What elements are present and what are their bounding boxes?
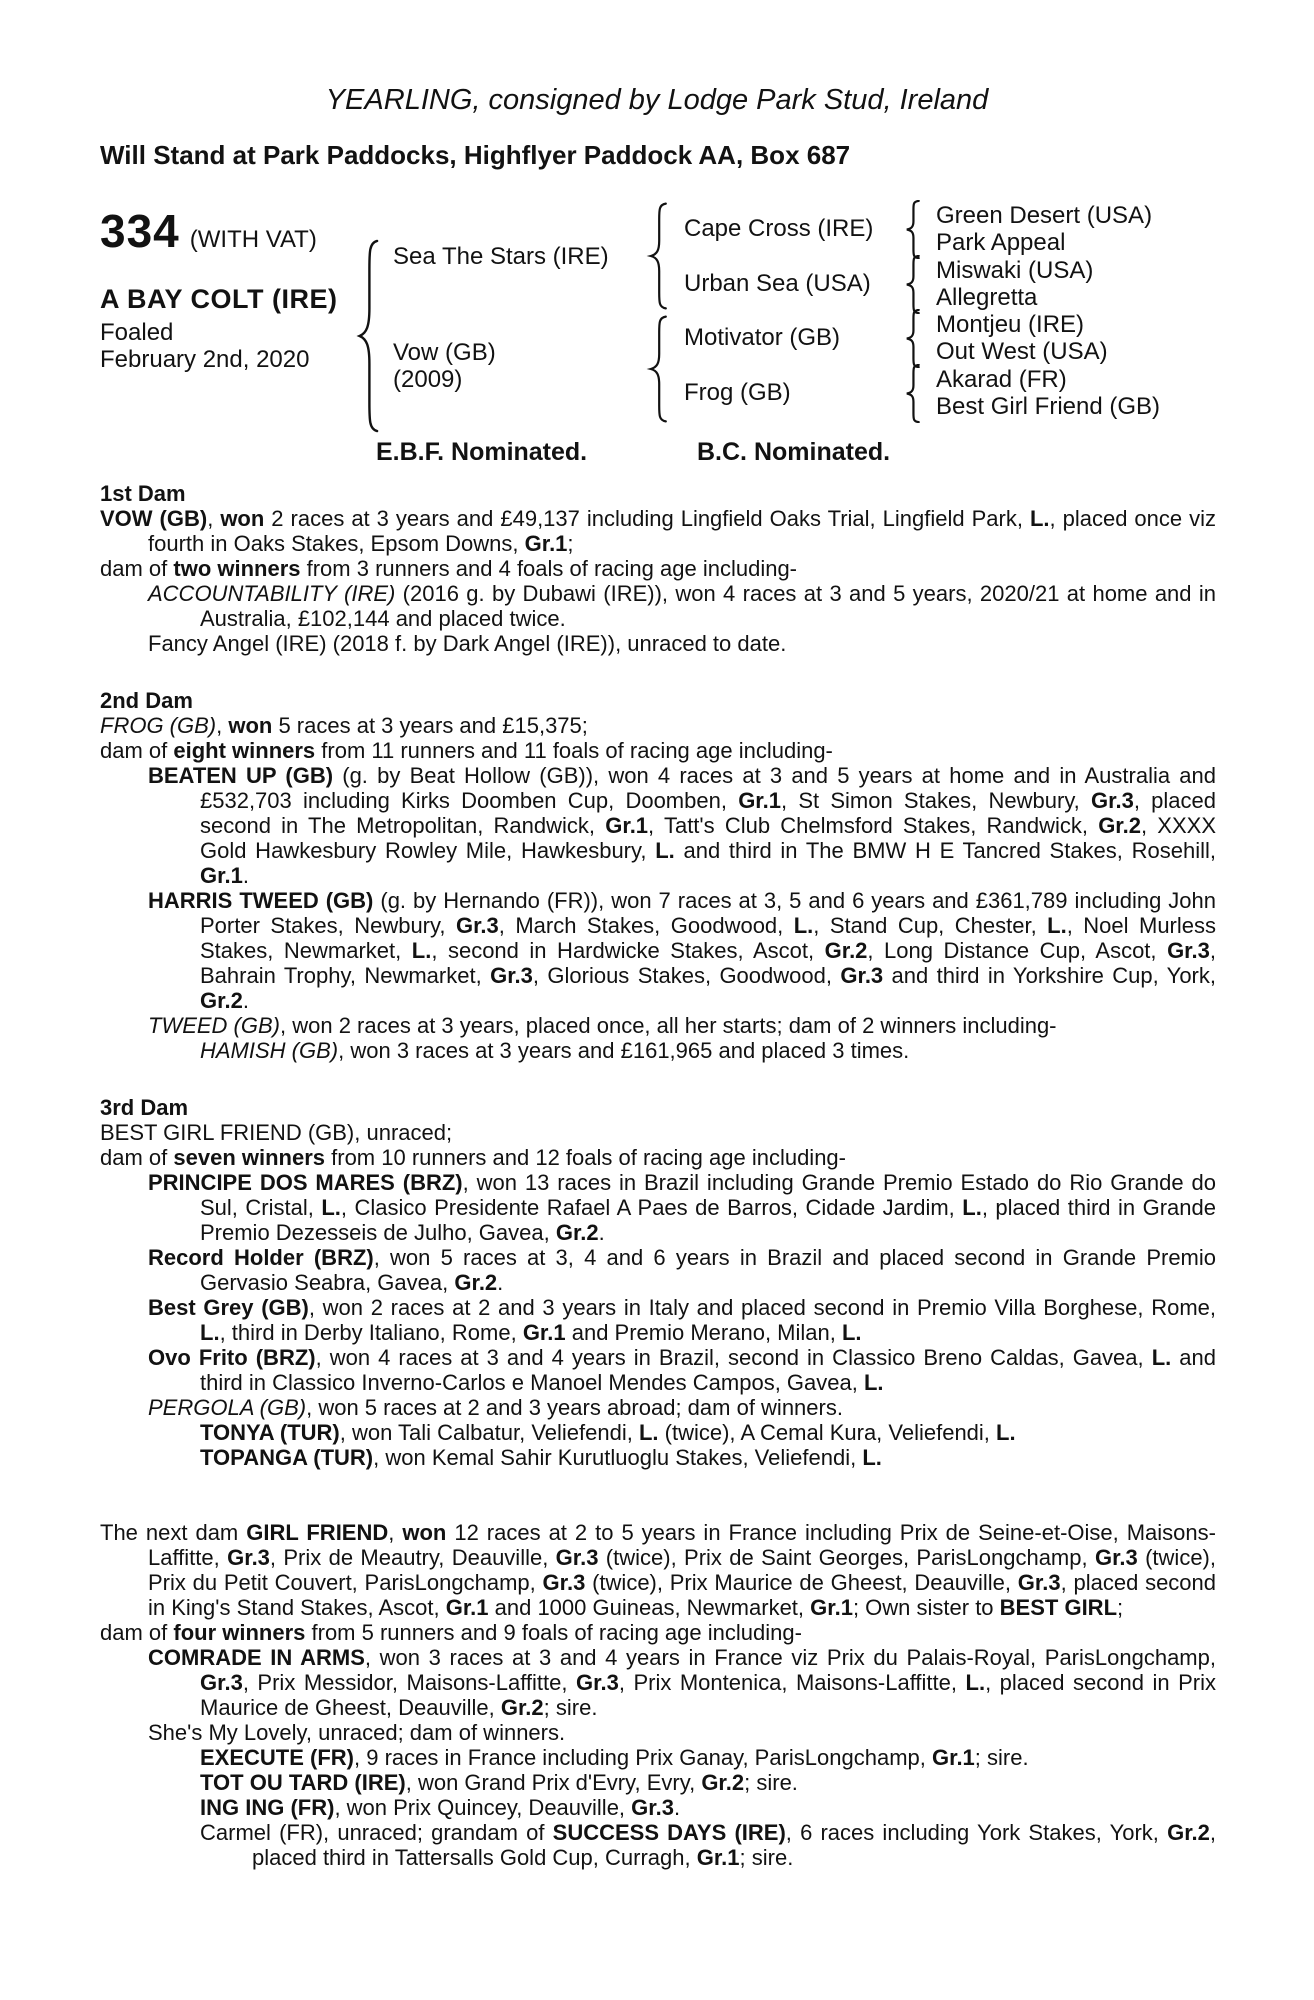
text-run: , second in Hardwicke Stakes, Ascot, (431, 938, 825, 963)
pedigree-gen3-6: Akarad (FR) (936, 366, 1067, 393)
pedigree-paragraph (100, 506, 1216, 556)
text-run: Gr.1 (522, 1320, 566, 1345)
text-run: and third in The BMW H E Tancred Stakes, Rosehill, (674, 838, 1216, 863)
text-run: FROG (GB) (100, 713, 217, 738)
horse-name: A BAY COLT (IRE) (100, 284, 338, 314)
text-run: , won Prix Quincey, Deauville, (334, 1795, 632, 1820)
text-run: seven winners (173, 1145, 326, 1170)
text-run: L. (793, 913, 814, 938)
text-run: L. (863, 1370, 884, 1395)
text-run: Gr.1 (445, 1595, 489, 1620)
text-run: ; (1117, 1595, 1124, 1620)
ebf-nomination: E.B.F. Nominated. (376, 438, 588, 466)
text-run: ; Own sister to (852, 1595, 1000, 1620)
pedigree-paragraph (100, 1120, 1216, 1145)
text-run: dam of (100, 1145, 174, 1170)
text-run: L. (965, 1670, 986, 1695)
text-run: dam of (100, 738, 174, 763)
text-run: won (220, 506, 265, 531)
text-run: Gr.1 (605, 813, 649, 838)
pedigree-sire: Sea The Stars (IRE) (393, 243, 609, 270)
dam-section-1 (100, 481, 1216, 656)
text-run: Gr.3 (1091, 788, 1134, 813)
vat-note: (WITH VAT) (189, 226, 317, 253)
text-run: , Noel Murless Stakes, Newmarket, (200, 913, 1217, 963)
text-run: , won Tali Calbatur, Veliefendi, (339, 1420, 639, 1445)
text-run: won (228, 713, 273, 738)
text-run: TOT OU TARD (IRE) (200, 1770, 406, 1795)
pedigree-gen3-7: Best Girl Friend (GB) (936, 393, 1161, 420)
pedigree-gen3-3: Allegretta (936, 284, 1038, 311)
pedigree-brace-gen1 (354, 238, 382, 434)
text-run: Gr.3 (227, 1545, 270, 1570)
text-run: . (242, 863, 249, 888)
text-run: , March Stakes, Goodwood, (498, 913, 794, 938)
dam-heading: 1st Dam (100, 481, 186, 506)
text-run: , Prix Montenica, Maisons-Laffitte, (618, 1670, 966, 1695)
text-run: dam of (100, 1620, 174, 1645)
text-run: Gr.1 (738, 788, 781, 813)
text-run: L. (655, 838, 675, 863)
text-run: , Prix de Meautry, Deauville, (269, 1545, 556, 1570)
text-run: PERGOLA (GB) (148, 1395, 307, 1420)
text-run: (g. by Beat Hollow (GB)), won 4 races at 3 and 5 years at home and in Australia and £532,703 including Kirks Doomben Cup, Doomben, (200, 763, 1216, 813)
pedigree-text (100, 481, 1216, 1870)
text-run: (twice), Prix de Saint Georges, ParisLongchamp, (598, 1545, 1095, 1570)
text-run: TOPANGA (TUR) (200, 1445, 374, 1470)
pedigree-paragraph (100, 1145, 1216, 1170)
text-run: Fancy Angel (IRE) (2018 f. by Dark Angel (IRE)), unraced to date. (148, 631, 787, 656)
text-run: , 6 races including York Stakes, York, (785, 1820, 1168, 1845)
text-run: ; sire. (744, 1770, 798, 1795)
pedigree-paragraph (100, 556, 1216, 581)
pedigree-gen3-1: Park Appeal (936, 229, 1066, 256)
text-run: , (207, 506, 221, 531)
pedigree-brace-dam (646, 315, 670, 423)
lot-block (100, 204, 317, 258)
text-run: TONYA (TUR) (200, 1420, 340, 1445)
text-run: BEST GIRL (999, 1595, 1118, 1620)
text-run: Gr.2 (1167, 1820, 1210, 1845)
text-run: , won 5 races at 2 and 3 years abroad; dam of winners. (306, 1395, 843, 1420)
pedigree-paragraph (100, 1395, 1216, 1420)
text-run: Gr.2 (1098, 813, 1141, 838)
text-run: 12 races at 2 to 5 years in France including Prix de Seine-et-Oise, Maisons-Laffitte, (148, 1520, 1216, 1570)
text-run: Gr.2 (200, 988, 243, 1013)
text-run: L. (1047, 913, 1067, 938)
text-run: Gr.1 (200, 863, 243, 888)
text-run: . (242, 988, 249, 1013)
text-run: 5 races at 3 years and £15,375; (272, 713, 588, 738)
text-run: , Tatt's Club Chelmsford Stakes, Randwick, (648, 813, 1099, 838)
text-run: GIRL FRIEND (246, 1520, 389, 1545)
text-run: VOW (GB) (100, 506, 208, 531)
text-run: ; sire. (974, 1745, 1029, 1770)
pedigree-brace-gen3-3 (903, 364, 922, 423)
text-run: Gr.3 (455, 913, 499, 938)
text-run: , placed second in Prix Maurice de Gheest, Deauville, (200, 1670, 1216, 1720)
text-run: and third in Classico Inverno-Carlos e Manoel Mendes Campos, Gavea, (200, 1345, 1216, 1395)
text-run: Gr.1 (524, 531, 568, 556)
text-run: L. (1151, 1345, 1172, 1370)
pedigree-gen3-4: Montjeu (IRE) (936, 311, 1085, 338)
text-run: . (598, 1220, 605, 1245)
text-run: ACCOUNTABILITY (IRE) (148, 581, 396, 606)
text-run: (g. by Hernando (FR)), won 7 races at 3, 5 and 6 years and £361,789 including John Porter Stakes, Newbury, (200, 888, 1217, 938)
text-run: , won 4 races at 3 and 4 years in Brazil, second in Classico Breno Caldas, Gavea, (315, 1345, 1152, 1370)
dam-section-2 (100, 688, 1216, 1063)
text-run: Gr.1 (696, 1845, 740, 1870)
text-run: , Stand Cup, Chester, (813, 913, 1048, 938)
page-title: YEARLING, consigned by Lodge Park Stud, Ireland (325, 84, 989, 116)
text-run: PRINCIPE DOS MARES (BRZ) (148, 1170, 463, 1195)
pedigree-paragraph (100, 1770, 1216, 1795)
foaled-label: Foaled (100, 319, 174, 346)
text-run: 2 races at 3 years and £49,137 including Lingfield Oaks Trial, Lingfield Park, (264, 506, 1030, 531)
pedigree-paragraph (100, 1820, 1216, 1870)
pedigree-paragraph (100, 1795, 1216, 1820)
text-run: ; (567, 531, 574, 556)
text-run: from 11 runners and 11 foals of racing age including- (315, 738, 833, 763)
pedigree-paragraph (100, 1520, 1216, 1620)
pedigree-paragraph (100, 738, 1216, 763)
text-run: Gr.3 (490, 963, 533, 988)
text-run: , won 13 races in Brazil including Grande Premio Estado do Rio Grande do Sul, Cristal, (200, 1170, 1216, 1220)
text-run: L. (200, 1320, 220, 1345)
text-run: ING ING (FR) (200, 1795, 335, 1820)
text-run: from 5 runners and 9 foals of racing age including- (305, 1620, 802, 1645)
text-run: Gr.3 (555, 1545, 599, 1570)
text-run: , won 5 races at 3, 4 and 6 years in Brazil and placed second in Grande Premio Gervasio Seabra, Gavea, (200, 1245, 1216, 1295)
text-run: SUCCESS DAYS (IRE) (552, 1820, 786, 1845)
text-run: , Glorious Stakes, Goodwood, (532, 963, 841, 988)
pedigree-paragraph (100, 631, 1216, 656)
pedigree-paragraph (100, 763, 1216, 888)
text-run: , Long Distance Cup, Ascot, (867, 938, 1168, 963)
text-run: , Prix Messidor, Maisons-Laffitte, (242, 1670, 577, 1695)
text-run: Gr.3 (1167, 938, 1210, 963)
pedigree-gen3-0: Green Desert (USA) (936, 202, 1153, 229)
pedigree-paragraph (100, 1295, 1216, 1345)
pedigree-paragraph (100, 1720, 1216, 1745)
text-run: Gr.1 (810, 1595, 853, 1620)
text-run: two winners (173, 556, 301, 581)
text-run: , (216, 713, 229, 738)
text-run: Gr.3 (1094, 1545, 1138, 1570)
pedigree-brace-gen3-1 (903, 255, 922, 314)
text-run: . (497, 1270, 504, 1295)
text-run: HAMISH (GB) (200, 1038, 339, 1063)
pedigree-paragraph (100, 1038, 1216, 1063)
text-run: , won 2 races at 2 and 3 years in Italy and placed second in Premio Villa Borghese, Rome, (308, 1295, 1216, 1320)
text-run: Gr.3 (200, 1670, 243, 1695)
text-run: Gr.3 (840, 963, 884, 988)
text-run: eight winners (173, 738, 316, 763)
pedigree-gen3-5: Out West (USA) (936, 338, 1108, 365)
text-run: EXECUTE (FR) (200, 1745, 354, 1770)
text-run: Gr.3 (631, 1795, 674, 1820)
text-run: L. (1029, 506, 1050, 531)
pedigree-gen3-2: Miswaki (USA) (936, 257, 1094, 284)
text-run: Gr.2 (500, 1695, 544, 1720)
text-run: four winners (173, 1620, 306, 1645)
text-run: , placed second in King's Stand Stakes, Ascot, (148, 1570, 1217, 1620)
text-run: ; sire. (739, 1845, 794, 1870)
text-run: , third in Derby Italiano, Rome, (219, 1320, 523, 1345)
pedigree-dam: Vow (GB) (393, 339, 496, 366)
text-run: (twice), Prix Maurice de Gheest, Deauville, (585, 1570, 1018, 1595)
text-run: Gr.3 (542, 1570, 586, 1595)
text-run: L. (962, 1195, 982, 1220)
text-run: Gr.1 (931, 1745, 975, 1770)
text-run: won (402, 1520, 447, 1545)
text-run: , won 3 races at 3 and 4 years in France viz Prix du Palais-Royal, ParisLongchamp, (364, 1645, 1216, 1670)
text-run: , Bahrain Trophy, Newmarket, (200, 938, 1216, 988)
lot-number: 334 (100, 205, 180, 257)
text-run: , won 2 races at 3 years, placed once, all her starts; dam of 2 winners including- (280, 1013, 1057, 1038)
text-run: from 10 runners and 12 foals of racing age including- (325, 1145, 846, 1170)
text-run: , St Simon Stakes, Newbury, (781, 788, 1092, 813)
pedigree-brace-gen3-2 (903, 309, 922, 368)
pedigree-dam-year: (2009) (393, 366, 463, 393)
text-run: L. (638, 1420, 659, 1445)
text-run: The next dam (100, 1520, 247, 1545)
text-run: Record Holder (BRZ) (148, 1245, 374, 1270)
pedigree-paragraph (100, 713, 1216, 738)
text-run: (twice), Prix du Petit Couvert, ParisLongchamp, (148, 1545, 1216, 1595)
text-run: , won 3 races at 3 years and £161,965 and placed 3 times. (338, 1038, 910, 1063)
pedigree-paragraph (100, 1170, 1216, 1245)
pedigree-gen2-1: Urban Sea (USA) (684, 270, 871, 297)
pedigree-gen2-2: Motivator (GB) (684, 324, 841, 351)
text-run: , won Kemal Sahir Kurutluoglu Stakes, Veliefendi, (373, 1445, 863, 1470)
text-run: L. (411, 938, 432, 963)
text-run: Gr.2 (701, 1770, 745, 1795)
text-run: Gr.3 (1017, 1570, 1061, 1595)
pedigree-brace-sire (646, 202, 670, 310)
pedigree-paragraph (100, 1645, 1216, 1720)
text-run: , 9 races in France including Prix Ganay, ParisLongchamp, (354, 1745, 932, 1770)
text-run: , (388, 1520, 403, 1545)
pedigree-paragraph (100, 1420, 1216, 1445)
dam-section-4 (100, 1520, 1216, 1870)
text-run: TWEED (GB) (148, 1013, 280, 1038)
text-run: , placed second in The Metropolitan, Randwick, (200, 788, 1216, 838)
dam-heading: 2nd Dam (100, 688, 193, 713)
text-run: Gr.2 (824, 938, 868, 963)
bc-nomination: B.C. Nominated. (697, 438, 891, 466)
text-run: and third in Yorkshire Cup, York, (883, 963, 1216, 988)
pedigree-gen2-0: Cape Cross (IRE) (684, 215, 874, 242)
text-run: , placed once viz fourth in Oaks Stakes, Epsom Downs, (148, 506, 1217, 556)
text-run: Gr.2 (454, 1270, 498, 1295)
pedigree-paragraph (100, 1620, 1216, 1645)
pedigree-gen2-3: Frog (GB) (684, 379, 791, 406)
text-run: Carmel (FR), unraced; grandam of (200, 1820, 553, 1845)
text-run: Best Grey (GB) (148, 1295, 309, 1320)
text-run: ; sire. (543, 1695, 598, 1720)
foaled-date: February 2nd, 2020 (100, 346, 310, 373)
text-run: HARRIS TWEED (GB) (148, 888, 374, 913)
text-run: BEATEN UP (GB) (148, 763, 334, 788)
text-run: and 1000 Guineas, Newmarket, (488, 1595, 811, 1620)
dam-section-3 (100, 1095, 1216, 1470)
text-run: L. (996, 1420, 1016, 1445)
pedigree-paragraph (100, 1745, 1216, 1770)
pedigree-paragraph (100, 1445, 1216, 1470)
text-run: . (673, 1795, 681, 1820)
text-run: She's My Lovely, unraced; dam of winners. (148, 1720, 566, 1745)
text-run: Gr.2 (555, 1220, 599, 1245)
pedigree-paragraph (100, 1245, 1216, 1295)
text-run: BEST GIRL FRIEND (GB), unraced; (100, 1120, 453, 1145)
pedigree-paragraph (100, 1013, 1216, 1038)
text-run: L. (321, 1195, 341, 1220)
text-run: Gr.3 (576, 1670, 619, 1695)
text-run: , XXXX Gold Hawkesbury Rowley Mile, Hawkesbury, (200, 813, 1217, 863)
pedigree-paragraph (100, 581, 1216, 631)
text-run: , Clasico Presidente Rafael A Paes de Barros, Cidade Jardim, (340, 1195, 963, 1220)
pedigree-paragraph (100, 888, 1216, 1013)
text-run: (2016 g. by Dubawi (IRE)), won 4 races at 3 and 5 years, 2020/21 at home and in Australia, £102,144 and placed twice. (200, 581, 1216, 631)
pedigree-brace-gen3-0 (903, 200, 922, 259)
text-run: , placed third in Tattersalls Gold Cup, Curragh, (252, 1820, 1217, 1870)
text-run: , placed third in Grande Premio Dezesseis de Julho, Gavea, (200, 1195, 1216, 1245)
text-run: , won Grand Prix d'Evry, Evry, (405, 1770, 702, 1795)
text-run: L. (862, 1445, 882, 1470)
pedigree-paragraph (100, 1345, 1216, 1395)
dam-heading: 3rd Dam (100, 1095, 189, 1120)
text-run: and Premio Merano, Milan, (565, 1320, 842, 1345)
text-run: dam of (100, 556, 174, 581)
text-run: (twice), A Cemal Kura, Veliefendi, (658, 1420, 997, 1445)
text-run: L. (841, 1320, 862, 1345)
stand-note: Will Stand at Park Paddocks, Highflyer Paddock AA, Box 687 (100, 140, 851, 170)
text-run: COMRADE IN ARMS (148, 1645, 365, 1670)
text-run: Ovo Frito (BRZ) (148, 1345, 316, 1370)
text-run: from 3 runners and 4 foals of racing age including- (300, 556, 798, 581)
